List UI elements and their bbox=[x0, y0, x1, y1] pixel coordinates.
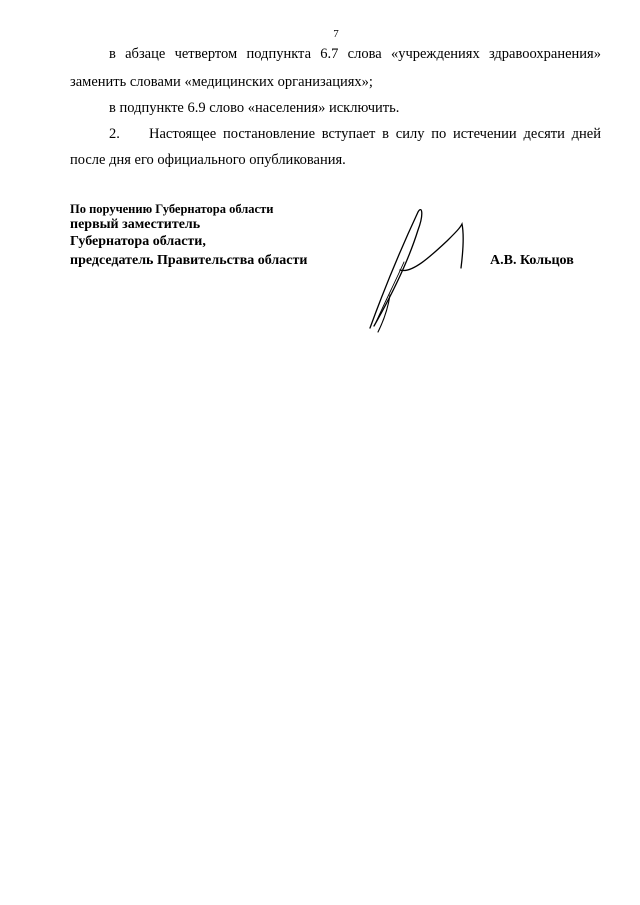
signatory-title-line-1: первый заместитель bbox=[70, 217, 201, 232]
paragraph-3-line-1-word: в bbox=[382, 126, 389, 142]
paragraph-1-line-1-word: подпункта bbox=[246, 46, 312, 62]
paragraph-1-line-1-word: 6.7 bbox=[320, 46, 339, 62]
paragraph-3-line-2: после дня его официального опубликования. bbox=[70, 152, 346, 168]
paragraph-2: в подпункте 6.9 слово «населения» исключить. bbox=[109, 100, 400, 116]
paragraph-1-line-1-word: «учреждениях bbox=[390, 46, 480, 62]
paragraph-3-line-1-word: по bbox=[431, 126, 447, 142]
paragraph-1-line-1-word: здравоохранения» bbox=[488, 46, 601, 62]
paragraph-1-line-1-word: абзаце bbox=[125, 46, 166, 62]
signatory-name: А.В. Кольцов bbox=[490, 253, 574, 268]
on-behalf-label: По поручению Губернатора области bbox=[70, 202, 274, 216]
paragraph-1-line-1-word: в bbox=[109, 46, 116, 62]
paragraph-3-line-1-word: постановление bbox=[222, 126, 316, 142]
paragraph-3-line-1-word: силу bbox=[395, 126, 425, 142]
paragraph-1-line-1 bbox=[109, 40, 601, 68]
paragraph-3-number: 2. bbox=[109, 126, 120, 142]
paragraph-3-line-1-word: дней bbox=[571, 126, 601, 142]
signatory-title-line-2: Губернатора области, bbox=[70, 234, 206, 249]
handwritten-signature bbox=[360, 200, 480, 335]
paragraph-3-line-1-word: десяти bbox=[523, 126, 565, 142]
paragraph-3-line-1-word: Настоящее bbox=[149, 126, 217, 142]
page-number: 7 bbox=[333, 28, 339, 40]
paragraph-1-line-2: заменить словами «медицинских организациях»; bbox=[70, 74, 373, 90]
signatory-title-line-3: председатель Правительства области bbox=[70, 253, 308, 268]
paragraph-3-line-1 bbox=[109, 120, 601, 148]
paragraph-1-line-1-word: четвертом bbox=[174, 46, 238, 62]
paragraph-3-line-1-word: истечении bbox=[453, 126, 517, 142]
paragraph-1-line-1-word: слова bbox=[347, 46, 382, 62]
paragraph-3-line-1-word: вступает bbox=[321, 126, 376, 142]
paragraph-3-line-1-text bbox=[149, 120, 601, 148]
